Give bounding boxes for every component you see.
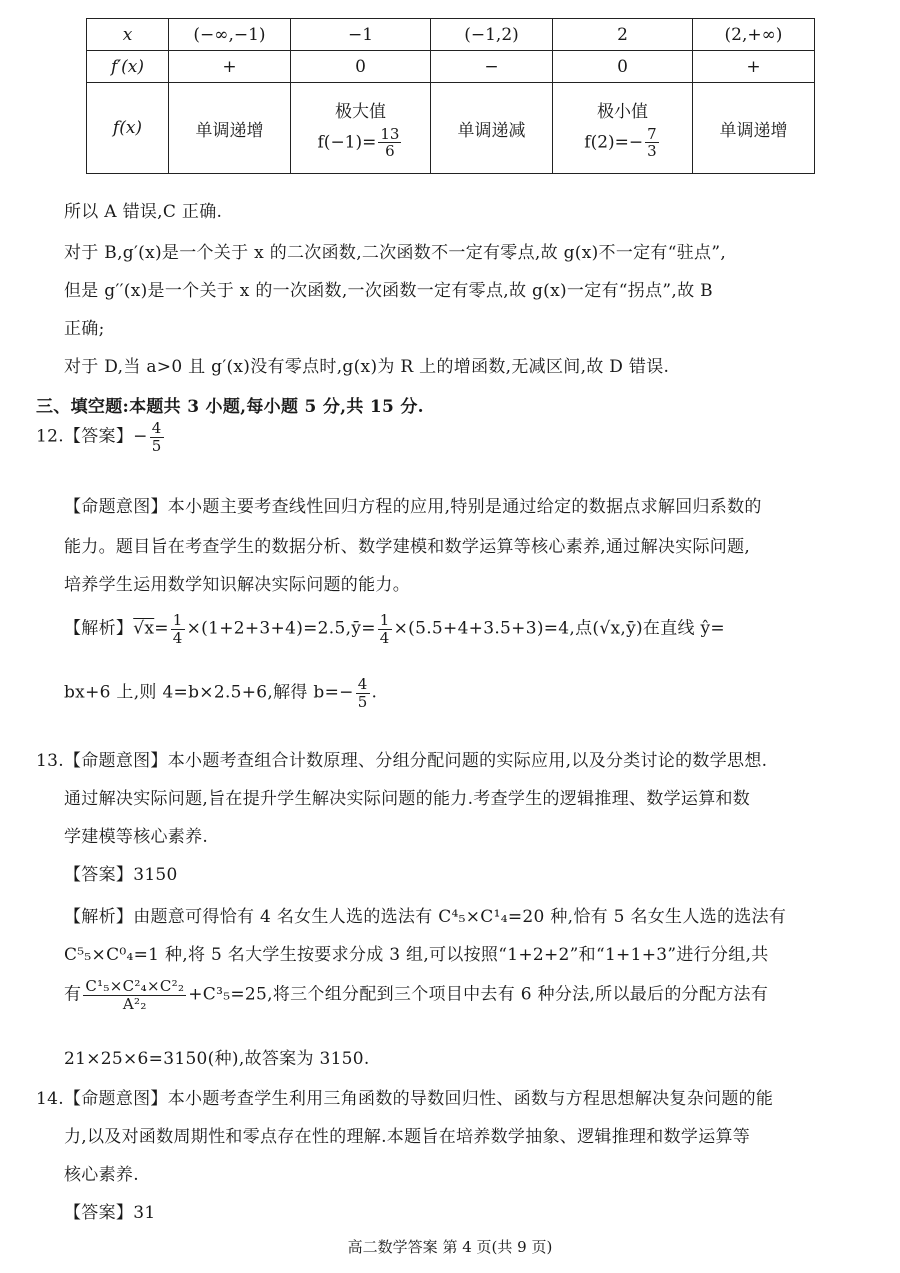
- sign-table: [86, 18, 815, 174]
- math-text: +C³₅=25,将三个组分配到三个项目中去有 6 种分法,所以最后的分配方法有: [188, 984, 769, 1005]
- table-cell: 单调递增: [693, 83, 815, 174]
- page-footer: 高二数学答案 第 4 页(共 9 页): [347, 1238, 553, 1256]
- table-cell: f(x): [87, 83, 169, 174]
- table-cell: (−1,2): [431, 19, 553, 51]
- paragraph-line: 核心素养.: [64, 1165, 139, 1185]
- denominator: 5: [357, 692, 368, 711]
- math-text: ×(1+2+3+4)=2.5,ȳ=: [186, 618, 376, 639]
- paragraph-line: 【解析】由题意可得恰有 4 名女生人选的选法有 C⁴₅×C¹₄=20 种,恰有 5 名女生人选的选法有: [64, 907, 787, 927]
- math-text: ×(5.5+4+3.5+3)=4,点(√x,ȳ)在直线 ŷ=: [393, 618, 725, 639]
- table-cell: 单调递增: [169, 83, 291, 174]
- table-cell: [291, 83, 431, 174]
- numerator: 1: [172, 611, 183, 629]
- denominator: A²₂: [122, 994, 147, 1013]
- table-cell: +: [693, 51, 815, 83]
- paragraph-line: 对于 B,g′(x)是一个关于 x 的二次函数,二次函数不一定有零点,故 g(x)不一定有“驻点”,: [64, 243, 727, 263]
- paragraph-line: 培养学生运用数学知识解决实际问题的能力。: [64, 575, 410, 595]
- table-row: [87, 19, 815, 51]
- numerator: 13: [380, 124, 400, 143]
- paragraph-line: 正确;: [64, 319, 105, 339]
- table-cell: 2: [553, 19, 693, 51]
- fraction: [150, 420, 164, 454]
- q14-answer: 【答案】31: [64, 1203, 156, 1223]
- max-value-title: 极大值: [335, 101, 386, 122]
- max-value-expr: [291, 126, 430, 160]
- q13-solution-line3: [64, 978, 768, 1012]
- numerator: 4: [151, 419, 162, 437]
- table-row: [87, 83, 815, 174]
- fraction: [645, 126, 659, 160]
- numerator: 4: [357, 675, 368, 693]
- paragraph-line: 力,以及对函数周期性和零点存在性的理解.本题旨在培养数学抽象、逻辑推理和数学运算等: [64, 1127, 751, 1147]
- fraction: [83, 978, 186, 1012]
- denominator: 4: [379, 628, 390, 647]
- denominator: 3: [647, 142, 657, 160]
- paragraph-line: 14.【命题意图】本小题考查学生利用三角函数的导数回归性、函数与方程思想解决复杂问题的能: [36, 1089, 774, 1109]
- fraction: [378, 612, 392, 646]
- table-cell: −1: [291, 19, 431, 51]
- expr-text: f(−1)=: [317, 132, 377, 152]
- min-value-title: 极小值: [597, 101, 648, 122]
- paragraph-line: 13.【命题意图】本小题考查组合计数原理、分组分配问题的实际应用,以及分类讨论的数学思想.: [36, 751, 768, 771]
- paragraph-line: 但是 g′′(x)是一个关于 x 的一次函数,一次函数一定有零点,故 g(x)一定有“拐点”,故 B: [64, 281, 713, 301]
- denominator: 6: [385, 142, 395, 160]
- expr-text: f(2)=−: [584, 132, 644, 152]
- numerator: C¹₅×C²₄×C²₂: [85, 977, 185, 995]
- min-value-expr: [553, 126, 692, 160]
- denominator: 5: [151, 436, 162, 455]
- table-cell: −: [431, 51, 553, 83]
- math-text: √x: [133, 618, 155, 639]
- paragraph-line: 学建模等核心素养.: [64, 827, 209, 847]
- q12-solution-line1: [64, 612, 725, 646]
- math-text: 有: [64, 984, 82, 1005]
- table-cell: x: [87, 19, 169, 51]
- table-cell: 0: [553, 51, 693, 83]
- table-cell: 0: [291, 51, 431, 83]
- table-cell: [553, 83, 693, 174]
- numerator: 1: [379, 611, 390, 629]
- q12-answer: [36, 420, 166, 454]
- math-text: bx+6 上,则 4=b×2.5+6,解得 b=−: [64, 682, 354, 703]
- paragraph-line: 对于 D,当 a>0 且 g′(x)没有零点时,g(x)为 R 上的增函数,无减区间,故 D 错误.: [64, 357, 670, 377]
- numerator: 7: [647, 124, 657, 143]
- table-cell: (2,+∞): [693, 19, 815, 51]
- q12-solution-line2: [64, 676, 377, 710]
- q13-answer: 【答案】3150: [64, 865, 178, 885]
- paragraph-line: 能力。题目旨在考查学生的数据分析、数学建模和数学运算等核心素养,通过解决实际问题,: [64, 537, 751, 557]
- paragraph-line: 所以 A 错误,C 正确.: [64, 202, 223, 222]
- paragraph-line: 【命题意图】本小题主要考查线性回归方程的应用,特别是通过给定的数据点求解回归系数的: [64, 497, 762, 517]
- paragraph-line: C⁵₅×C⁰₄=1 种,将 5 名大学生按要求分成 3 组,可以按照“1+2+2”和“1+1+3”进行分组,共: [64, 945, 769, 965]
- table-cell: 单调递减: [431, 83, 553, 174]
- table-row: [87, 51, 815, 83]
- fraction: [356, 676, 370, 710]
- math-text: =: [154, 618, 169, 639]
- table-cell: (−∞,−1): [169, 19, 291, 51]
- table-cell: f′(x): [87, 51, 169, 83]
- fraction: [171, 612, 185, 646]
- paragraph-line: 21×25×6=3150(种),故答案为 3150.: [64, 1049, 370, 1069]
- denominator: 4: [172, 628, 183, 647]
- table-cell: +: [169, 51, 291, 83]
- solution-label: 【解析】: [64, 618, 134, 639]
- fraction: [378, 126, 401, 160]
- math-text: .: [371, 682, 378, 703]
- section-heading: 三、填空题:本题共 3 小题,每小题 5 分,共 15 分.: [36, 397, 424, 417]
- answer-label: 12.【答案】−: [36, 426, 148, 447]
- paragraph-line: 通过解决实际问题,旨在提升学生解决实际问题的能力.考查学生的逻辑推理、数学运算和数: [64, 789, 751, 809]
